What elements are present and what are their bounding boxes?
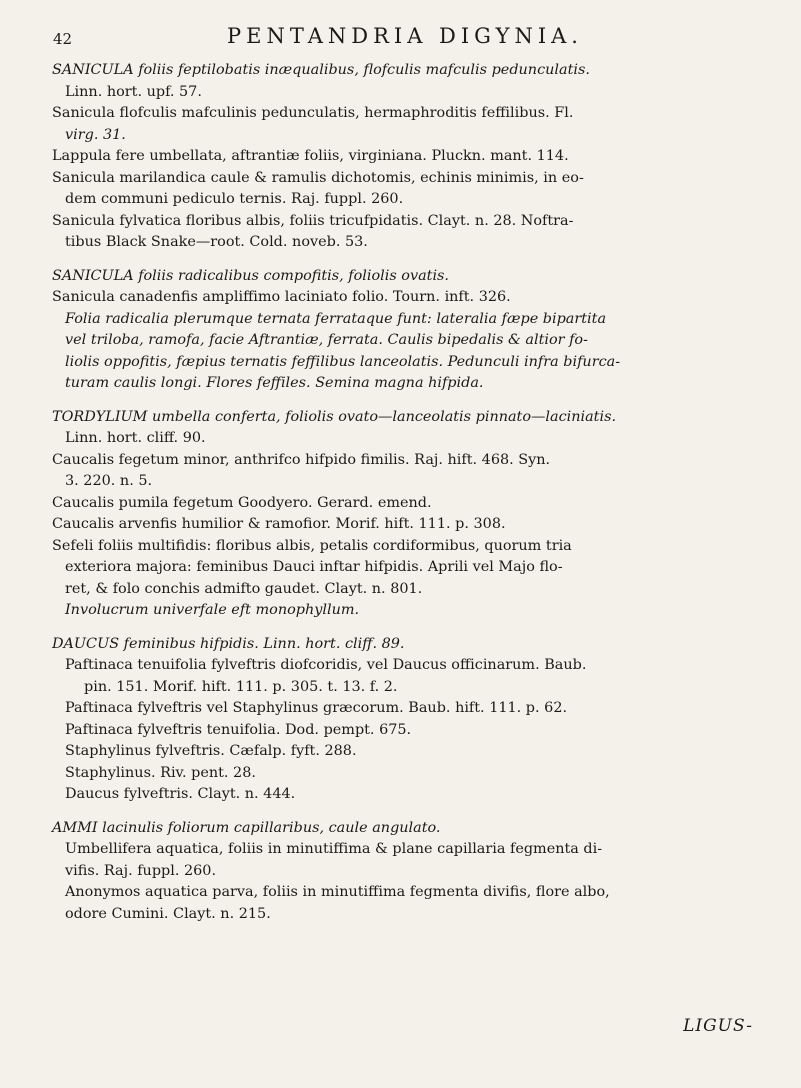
- entry-line: dem communi pediculo ternis. Raj. fuppl. 260.: [65, 191, 404, 207]
- page-body: [52, 60, 768, 937]
- entry-line: Paftinaca fylveftris vel Staphylinus græcorum. Baub. hift. 111. p. 62.: [65, 700, 568, 716]
- entry-line: Sanicula canadenfis ampliffimo laciniato folio. Tourn. inft. 326.: [52, 289, 511, 305]
- entry-line: Sanicula flofculis mafculinis pedunculatis, hermaphroditis feffilibus. Fl.: [52, 105, 574, 121]
- entry-line: Anonymos aquatica parva, foliis in minutiffima fegmenta divifis, flore albo,: [65, 884, 610, 900]
- entry-line: Caucalis fegetum minor, anthrifco hifpido fimilis. Raj. hift. 468. Syn.: [52, 451, 551, 468]
- page-header: [40, 24, 770, 58]
- entry-line: Paftinaca fylveftris tenuifolia. Dod. pempt. 675.: [65, 721, 412, 738]
- entry-line: Linn. hort. cliff. 90.: [65, 430, 206, 446]
- entry-line: pin. 151. Morif. hift. 111. p. 305. t. 13. f. 2.: [84, 678, 398, 695]
- entry-heading: AMMI lacinulis foliorum capillaribus, caule angulato.: [52, 819, 441, 836]
- entry-line: ret, & folo conchis admifto gaudet. Clayt. n. 801.: [65, 580, 423, 597]
- species-entry: [52, 407, 768, 622]
- entry-line: exteriora majora: feminibus Dauci inftar hifpidis. Aprili vel Majo flo-: [65, 559, 563, 575]
- page-number: 42: [53, 30, 73, 48]
- entry-line: Caucalis arvenfis humilior & ramofior. Morif. hift. 111. p. 308.: [52, 516, 506, 532]
- species-entry: [52, 634, 768, 806]
- entry-heading: SANICULA foliis radicalibus compofitis, foliolis ovatis.: [52, 267, 450, 284]
- running-title: PENTANDRIA DIGYNIA.: [227, 24, 583, 48]
- entry-line: Umbellifera aquatica, foliis in minutiffima & plane capillaria fegmenta di-: [65, 841, 603, 857]
- species-entry: [52, 266, 768, 395]
- entry-line: virg. 31.: [65, 126, 126, 143]
- entry-line: Lappula fere umbellata, aftrantiæ foliis, virginiana. Pluckn. mant. 114.: [52, 148, 569, 164]
- entry-description: liolis oppofitis, fæpius ternatis feffilibus lanceolatis. Pedunculi infra bifurca-: [65, 353, 621, 370]
- entry-description: vel triloba, ramofa, facie Aftrantiæ, ferrata. Caulis bipedalis & altior fo-: [65, 332, 588, 348]
- entry-line: odore Cumini. Clayt. n. 215.: [65, 905, 271, 922]
- catchword: LIGUS-: [683, 1016, 753, 1036]
- entry-description: turam caulis longi. Flores feffiles. Semina magna hifpida.: [65, 375, 484, 391]
- entry-line: Sanicula fylvatica floribus albis, foliis tricufpidatis. Clayt. n. 28. Noftra-: [52, 212, 574, 229]
- entry-line: tibus Black Snake—root. Cold. noveb. 53.: [65, 234, 368, 250]
- entry-line: vifis. Raj. fuppl. 260.: [65, 862, 217, 879]
- entry-description: Folia radicalia plerumque ternata ferrataque funt: lateralia fæpe bipartita: [65, 310, 607, 327]
- entry-heading: DAUCUS feminibus hifpidis. Linn. hort. cliff. 89.: [52, 635, 405, 652]
- species-entry: [52, 60, 768, 254]
- entry-line: Staphylinus fylveftris. Cæfalp. fyft. 288.: [65, 743, 357, 759]
- entry-description: Involucrum univerfale eft monophyllum.: [65, 602, 360, 618]
- entry-line: Staphylinus. Riv. pent. 28.: [65, 764, 256, 781]
- entry-line: Paftinaca tenuifolia fylveftris diofcoridis, vel Daucus officinarum. Baub.: [65, 657, 587, 673]
- entry-line: Caucalis pumila fegetum Goodyero. Gerard. emend.: [52, 494, 432, 511]
- entry-heading: TORDYLIUM umbella conferta, foliolis ovato—lanceolatis pinnato—laciniatis.: [52, 408, 617, 425]
- entry-line: 3. 220. n. 5.: [65, 473, 153, 489]
- entry-line: Sanicula marilandica caule & ramulis dichotomis, echinis minimis, in eo-: [52, 169, 584, 186]
- entry-line: Daucus fylveftris. Clayt. n. 444.: [65, 786, 296, 802]
- entry-heading: SANICULA foliis feptilobatis inæqualibus, flofculis mafculis pedunculatis.: [52, 62, 590, 78]
- entry-line: Linn. hort. upf. 57.: [65, 83, 202, 100]
- species-entry: [52, 818, 768, 926]
- entry-line: Sefeli foliis multifidis: floribus albis, petalis cordiformibus, quorum tria: [52, 537, 572, 554]
